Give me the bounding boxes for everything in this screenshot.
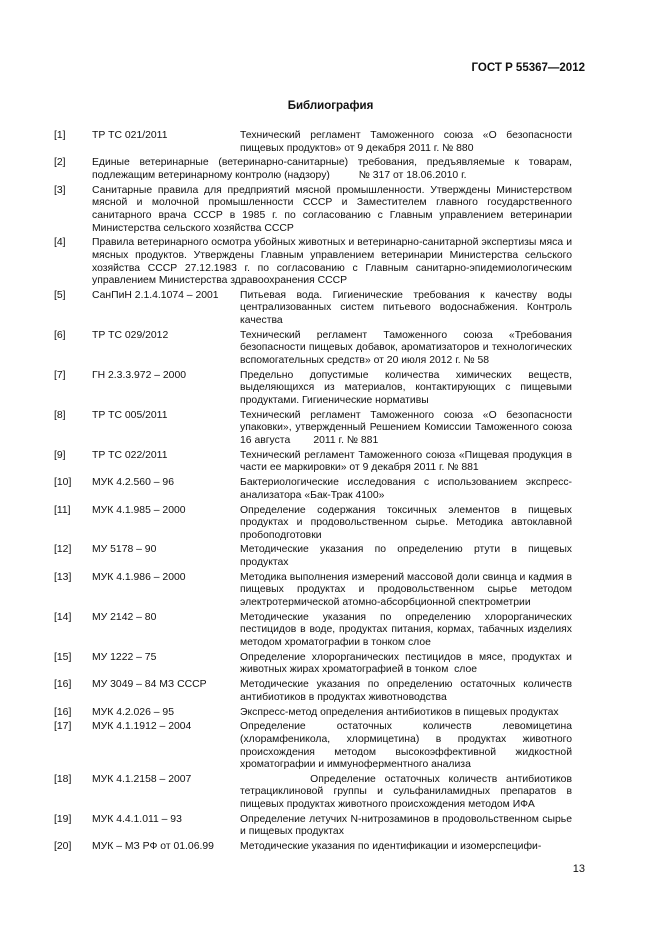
entry-number: [5] <box>54 289 66 301</box>
entry-code: МУ 2142 – 80 <box>92 611 157 623</box>
entry-number: [20] <box>54 841 72 853</box>
bibliography-entry <box>54 571 575 610</box>
entry-text: Экспресс-метод определения антибиотиков в пищевых продуктах <box>240 706 559 718</box>
document-code-header: ГОСТ Р 55367—2012 <box>471 62 585 74</box>
entry-number: [3] <box>54 184 66 196</box>
entry-text: Питьевая вода. Гигиенические требования к качеству воды централизованных систем питьевого водоснабжения. Контроль качества <box>240 289 575 327</box>
entry-code: МУК – МЗ РФ от 01.06.99 <box>92 841 214 853</box>
entry-text: Предельно допустимые количества химических веществ, выделяющихся из материалов, контактирующих с пищевыми продуктами. Гигиенические нормативы <box>240 369 575 406</box>
bibliography-entry <box>54 157 575 182</box>
entry-code: МУК 4.2.026 – 95 <box>92 706 174 718</box>
entry-text: Правила ветеринарного осмотра убойных животных и ветеринарно-санитарной экспертизы мяса и мясных продуктов. Утверждены Главным управлением ветеринарии Министерства сельского хозяйства СССР 27.12.1983 г. по согласованию с Главным санитарно-эпидемиологическим управлением Министерства здравоохранения СССР <box>92 237 575 287</box>
entry-text: Технический регламент Таможенного союза «О безопасности упаковки», утвержденный Решением Комиссии Таможенного союза 16 августа 2011 г. № 881 <box>240 409 575 446</box>
entry-text: Определение летучих N-нитрозаминов в продовольственном сырье и пищевых продуктах <box>240 813 575 838</box>
entry-code: МУК 4.1.986 – 2000 <box>92 571 186 583</box>
entry-text: Технический регламент Таможенного союза «Требования безопасности пищевых добавок, ароматизаторов и технологических вспомогательных средств» от 20 июля 2012 г. № 58 <box>240 329 575 367</box>
entry-number: [1] <box>54 130 66 141</box>
entry-number: [12] <box>54 544 72 556</box>
entry-code: МУК 4.1.985 – 2000 <box>92 504 186 516</box>
entry-text: Определение остаточных количеств левомицетина (хлорамфеникола, хлормицетина) в продуктах животного происхождения методом высокоэффективной жидкостной хроматографии и иммуноферментного анализа <box>240 721 575 771</box>
bibliography-entry <box>54 544 575 569</box>
bibliography-entry <box>54 841 572 854</box>
entry-code: ГН 2.3.3.972 – 2000 <box>92 369 187 381</box>
entry-text: Определение содержания токсичных элементов в пищевых продуктах и продовольственном сырье. Методика автоклавной пробоподготовки <box>240 504 575 541</box>
entry-number: [16] <box>54 679 72 691</box>
entry-code: ТР ТС 021/2011 <box>92 130 168 141</box>
bibliography-entry <box>54 679 575 704</box>
entry-text: Методика выполнения измерений массовой доли свинца и кадмия в пищевых продуктах и продовольственном сырье методом электротермической атомно-абсорбционной спектрометрии <box>240 571 575 609</box>
bibliography-list <box>54 130 575 856</box>
bibliography-entry <box>54 477 572 502</box>
entry-number: [19] <box>54 813 72 825</box>
entry-text: Технический регламент Таможенного союза «О безопасности пищевых продуктов» от 9 декабря 2011 г. № 880 <box>240 130 575 154</box>
entry-code: МУ 3049 – 84 МЗ СССР <box>92 679 207 691</box>
entry-number: [13] <box>54 571 72 583</box>
bibliography-title: Библиография <box>287 100 374 112</box>
entry-text: Методические указания по определению хлорорганических пестицидов в воде, продуктах питания, кормах, табачных изделиях методом хроматографии в тонком слое <box>240 611 575 648</box>
entry-text: Методические указания по определению остаточных количеств антибиотиков в продуктах животноводства <box>240 679 575 703</box>
entry-code: МУ 5178 – 90 <box>92 544 157 556</box>
bibliography-entry <box>54 721 575 771</box>
bibliography-entry <box>54 504 575 543</box>
bibliography-entry <box>54 237 575 287</box>
entry-number: [10] <box>54 477 72 489</box>
bibliography-entry <box>54 651 575 677</box>
entry-text: Единые ветеринарные (ветеринарно-санитарные) требования, предъявляемые к товарам, подлежащим ветеринарному контролю (надзору) № 317 от 18.06.2010 г. <box>92 157 575 181</box>
entry-number: [16] <box>54 706 72 718</box>
bibliography-entry <box>54 329 575 368</box>
entry-text: Определение остаточных количеств антибиотиков тетрациклиновой группы и сульфаниламидных препаратов в пищевых продуктах животного происхождения методом ИФА <box>240 773 575 811</box>
entry-number: [8] <box>54 409 66 421</box>
entry-text: Определение хлорорганических пестицидов в мясе, продуктах и животных жирах хроматографией в тонком слое <box>240 651 575 676</box>
entry-number: [11] <box>54 504 71 516</box>
entry-number: [9] <box>54 449 66 461</box>
entry-number: [7] <box>54 369 66 381</box>
entry-code: ТР ТС 005/2011 <box>92 409 168 421</box>
entry-code: МУК 4.4.1.011 – 93 <box>92 813 182 825</box>
bibliography-entry <box>54 611 575 650</box>
bibliography-entry <box>54 130 575 155</box>
page-number: 13 <box>572 863 585 875</box>
entry-number: [15] <box>54 651 72 663</box>
entry-number: [2] <box>54 157 66 169</box>
bibliography-entry <box>54 449 575 475</box>
entry-text: Бактериологические исследования с использованием экспресс-анализатора «Бак-Трак 4100» <box>240 477 572 501</box>
bibliography-entry <box>54 184 575 235</box>
entry-number: [6] <box>54 329 66 341</box>
entry-code: МУК 4.1.1912 – 2004 <box>92 721 192 733</box>
bibliography-entry <box>54 289 575 328</box>
bibliography-entry <box>54 707 572 720</box>
bibliography-entry <box>54 409 575 448</box>
entry-number: [14] <box>54 611 72 623</box>
bibliography-entry <box>54 773 575 812</box>
entry-text: Методические указания по определению ртути в пищевых продуктах <box>240 544 575 569</box>
bibliography-entry <box>54 369 575 408</box>
entry-code: МУК 4.1.2158 – 2007 <box>92 773 192 785</box>
entry-text: Санитарные правила для предприятий мясной промышленности. Утверждены Министерством мясной и молочной промышленности СССР и Заместителем главного государственного санитарного врача СССР в 1985 г. по согласованию с Главным управлением ветеринарии Министерства сельского хозяйства СССР <box>92 184 575 234</box>
bibliography-entry <box>54 813 575 839</box>
entry-text: Методические указания по идентификации и изомерспецифи- <box>240 841 542 853</box>
entry-number: [18] <box>54 773 72 785</box>
entry-text: Технический регламент Таможенного союза «Пищевая продукция в части ее маркировки» от 9 декабря 2011 г. № 881 <box>240 449 575 474</box>
entry-code: СанПиН 2.1.4.1074 – 2001 <box>92 289 219 301</box>
entry-code: ТР ТС 029/2012 <box>92 329 169 341</box>
entry-code: МУ 1222 – 75 <box>92 651 157 663</box>
entry-number: [17] <box>54 721 72 733</box>
entry-number: [4] <box>54 237 66 249</box>
entry-code: ТР ТС 022/2011 <box>92 449 168 461</box>
entry-code: МУК 4.2.560 – 96 <box>92 477 174 489</box>
